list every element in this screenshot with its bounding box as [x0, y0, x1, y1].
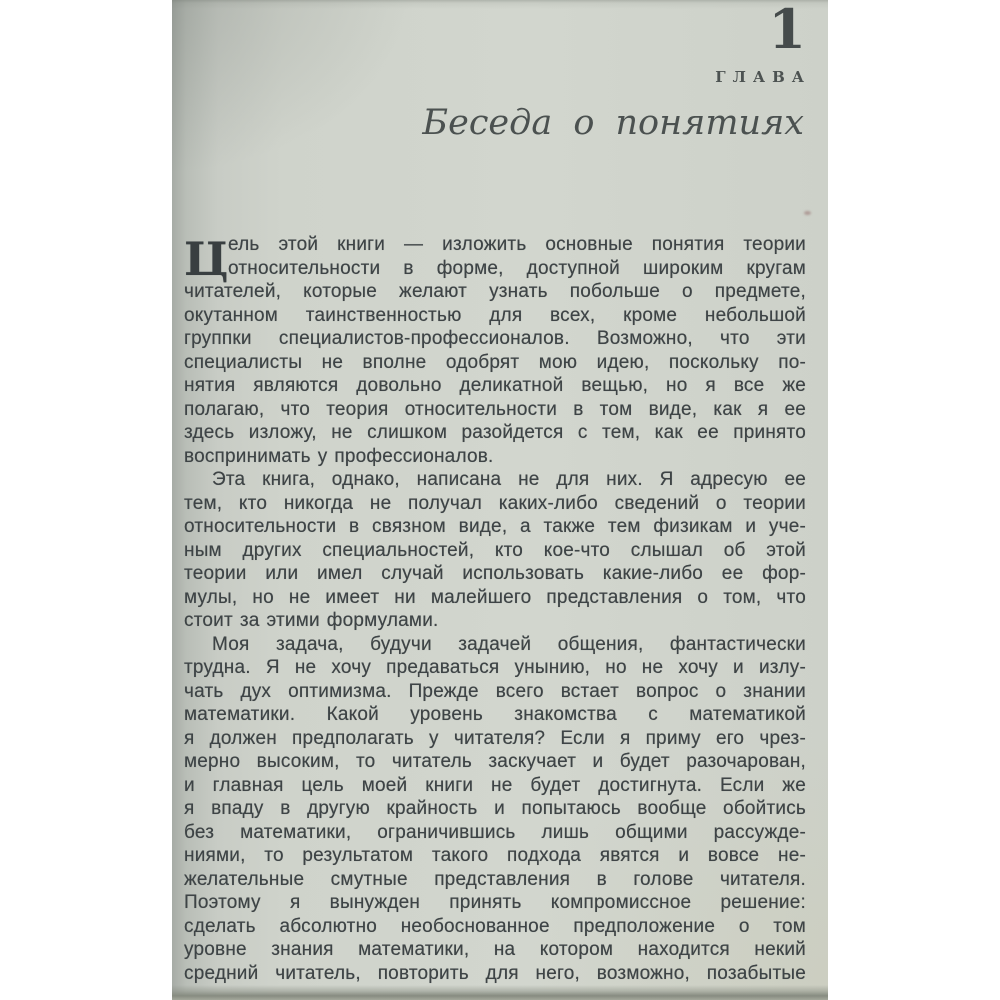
text-line: ель этой книги — изложить основные понятия теории: [228, 234, 806, 255]
text-line: ниями, то результатом такого подхода явятся и вовсе не-: [184, 845, 806, 866]
paragraph: [184, 233, 806, 468]
text-line: читателей, которые желают узнать побольше о предмете,: [184, 281, 806, 302]
body-text: [184, 233, 806, 985]
text-line: желательные смутные представления в голове читателя.: [184, 868, 806, 890]
text-line: я должен предполагать у читателя? Если я приму его чрез-: [184, 727, 806, 749]
text-line: мулы, но не имеет ни малейшего представления о том, что: [184, 586, 806, 608]
text-line: математики. Какой уровень знакомства с математикой: [184, 704, 806, 725]
text-line: окутанном таинственностью для всех, кроме небольшой: [184, 304, 806, 326]
printed-page: [172, 0, 828, 1000]
text-line: Поэтому я вынужден принять компромиссное решение:: [184, 892, 806, 913]
text-line: группки специалистов-профессионалов. Возможно, что эти: [184, 328, 806, 349]
text-line: относительности в связном виде, а также тем физикам и уче-: [184, 516, 806, 537]
paragraph: [184, 468, 806, 633]
text-line: мерно высоким, то читатель заскучает и будет разочарован,: [184, 751, 806, 772]
text-line: тем, кто никогда не получал каких-либо сведений о теории: [184, 492, 806, 514]
text-line: уровне знания математики, на котором находится некий: [184, 939, 806, 960]
text-line: ным других специальностей, кто кое-что слышал об этой: [184, 539, 806, 561]
paper-speck: [804, 211, 811, 215]
text-line: сделать абсолютно необоснованное предположение о том: [184, 915, 806, 937]
text-line: здесь изложу, не слишком разойдется с тем, как ее принято: [184, 422, 806, 443]
text-line: нятия являются довольно деликатной вещью, но я все же: [184, 375, 806, 396]
book-page-photo: [172, 0, 828, 1000]
text-line: Моя задача, будучи задачей общения, фантастически: [212, 633, 806, 655]
paragraph: [184, 633, 806, 986]
text-line: Эта книга, однако, написана не для них. Я адресую ее: [212, 469, 806, 490]
text-line: без математики, ограничившись лишь общими рассужде-: [184, 821, 806, 843]
text-line: и главная цель моей книги не будет достигнута. Если же: [184, 774, 806, 796]
text-line: чать дух оптимизма. Прежде всего встает вопрос о знании: [184, 680, 806, 702]
drop-cap: Ц: [184, 232, 229, 286]
text-line: относительности в форме, доступной широким кругам: [228, 257, 806, 279]
text-line: теории или имел случай использовать какие-либо ее фор-: [184, 563, 806, 584]
text-line: стоит за этими формулами.: [184, 610, 439, 631]
chapter-title: Беседа о понятиях: [422, 103, 804, 143]
text-line: трудна. Я не хочу предаваться унынию, но не хочу и излу-: [184, 657, 806, 678]
text-line: полагаю, что теория относительности в том виде, как я ее: [184, 398, 806, 420]
text-line: воспринимать у профессионалов.: [184, 445, 494, 467]
text-line: я впаду в другую крайность и попытаюсь вообще обойтись: [184, 798, 806, 819]
text-line: специалисты не вполне одобрят мою идею, поскольку по-: [184, 351, 806, 373]
chapter-number: 1: [768, 0, 806, 61]
text-line: средний читатель, повторить для него, возможно, позабытые: [184, 962, 806, 984]
page-bottom-shadow: [172, 985, 828, 1000]
chapter-label: ГЛАВА: [715, 68, 811, 86]
